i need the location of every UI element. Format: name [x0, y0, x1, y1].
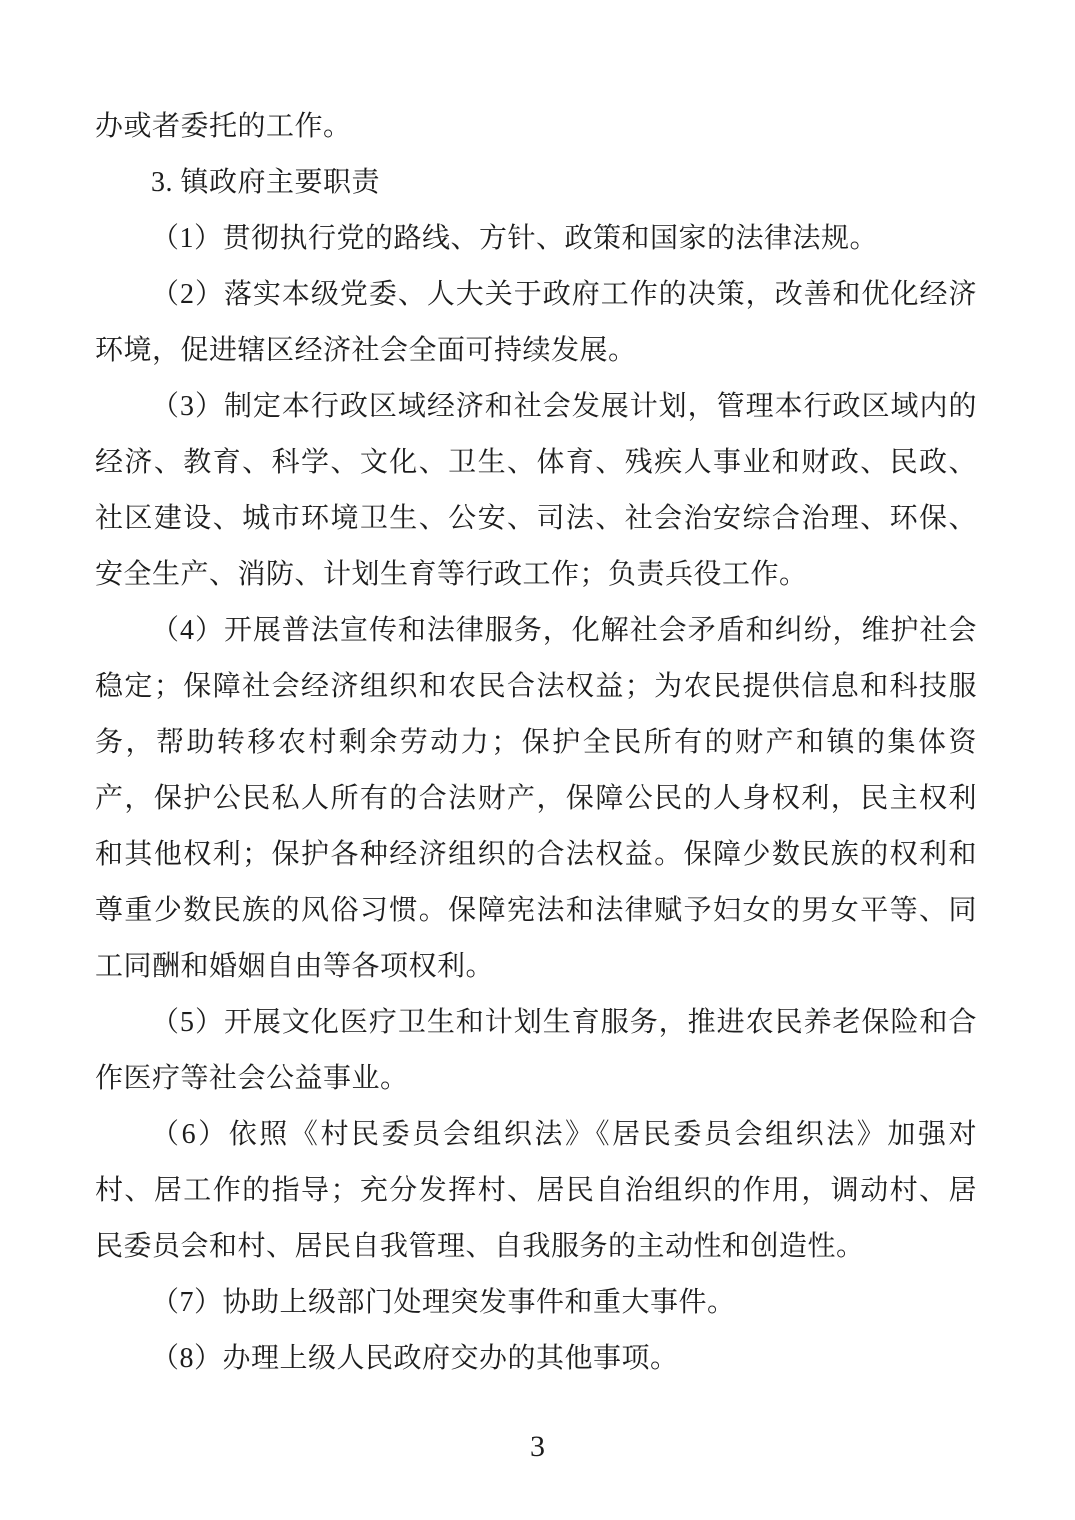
- page-footer: [0, 1430, 1075, 1464]
- paragraph-item-3: （3）制定本行政区域经济和社会发展计划，管理本行政区域内的经济、教育、科学、文化、卫生、体育、残疾人事业和财政、民政、社区建设、城市环境卫生、公安、司法、社会治安综合治理、环保、安全生产、消防、计划生育等行政工作；负责兵役工作。: [95, 391, 977, 590]
- document-body: [95, 99, 977, 1387]
- page-number: 3: [530, 1430, 545, 1463]
- paragraph-item-1: （1）贯彻执行党的路线、方针、政策和国家的法律法规。: [151, 223, 879, 254]
- paragraph-item-5: （5）开展文化医疗卫生和计划生育服务，推进农民养老保险和合作医疗等社会公益事业。: [95, 1007, 977, 1094]
- paragraph-item-7: （7）协助上级部门处理突发事件和重大事件。: [151, 1287, 736, 1318]
- paragraph-item-6: （6）依照《村民委员会组织法》《居民委员会组织法》加强对村、居工作的指导；充分发挥村、居民自治组织的作用，调动村、居民委员会和村、居民自我管理、自我服务的主动性和创造性。: [95, 1119, 977, 1262]
- paragraph-item-8: （8）办理上级人民政府交办的其他事项。: [151, 1343, 679, 1374]
- paragraph-continuation: 办或者委托的工作。: [95, 111, 352, 142]
- paragraph-item-4: （4）开展普法宣传和法律服务，化解社会矛盾和纠纷，维护社会稳定；保障社会经济组织和农民合法权益；为农民提供信息和科技服务，帮助转移农村剩余劳动力；保护全民所有的财产和镇的集体资产，保护公民私人所有的合法财产，保障公民的人身权利，民主权利和其他权利；保护各种经济组织的合法权益。保障少数民族的权利和尊重少数民族的风俗习惯。保障宪法和法律赋予妇女的男女平等、同工同酬和婚姻自由等各项权利。: [95, 615, 977, 982]
- paragraph-item-2: （2）落实本级党委、人大关于政府工作的决策，改善和优化经济环境，促进辖区经济社会全面可持续发展。: [95, 279, 977, 366]
- section-heading: 3. 镇政府主要职责: [151, 167, 381, 198]
